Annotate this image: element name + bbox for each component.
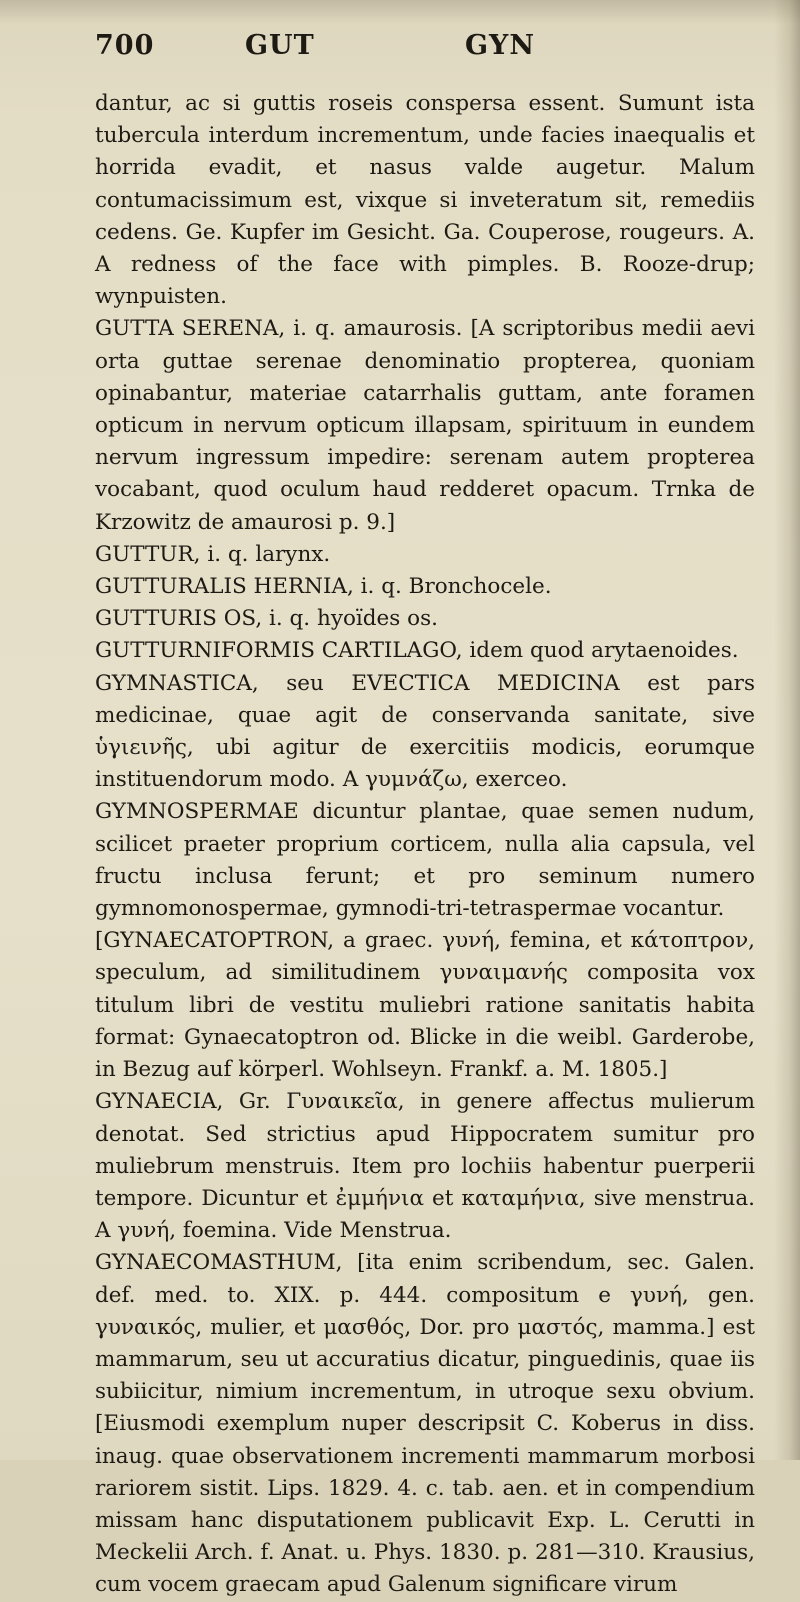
page-number: 700 (95, 30, 155, 61)
entry-gutturis-os: GUTTURIS OS, i. q. hyoïdes os. (95, 606, 438, 632)
entry-gynaecatoptron: [GYNAECATOPTRON, a graec. γυνή, femina, et κάτοπτρον, speculum, ad similitudinem γυναιμανής composita vox titulum libri de vestitu muliebri ratione sanitatis habita format: Gynaecatoptron od. Blicke in die weibl. Garderobe, in Bezug auf körperl. Wohlseyn. Frankf. a. M. 1805.] (95, 928, 755, 1083)
paragraph-continued: dantur, ac si guttis roseis conspersa essent. Sumunt ista tubercula interdum incrementum, unde facies inaequalis et horrida evadit, et nasus valde augetur. Malum contumacissimum est, vixque si inveteratum sit, remediis cedens. Ge. Kupfer im Gesicht. Ga. Couperose, rougeurs. A. A redness of the face with pimples. B. Rooze-drup; wynpuisten. (95, 91, 755, 310)
page-shadow-top (0, 0, 800, 24)
entry-gutta-serena: GUTTA SERENA, i. q. amaurosis. [A scriptoribus medii aevi orta guttae serenae denominatio propterea, quoniam opinabantur, materiae catarrhalis guttam, ante foramen opticum in nervum opticum illapsam, spirituum in eundem nervum ingressum impedire: serenam autem propterea vocabant, quod oculum haud redderet opacum. Trnka de Krzowitz de amaurosi p. 9.] (95, 316, 755, 535)
guide-word-right: GYN (465, 30, 536, 61)
running-header (95, 30, 755, 70)
entry-gynaecomasthum: GYNAECOMASTHUM, [ita enim scribendum, sec. Galen. def. med. to. XIX. p. 444. compositum e γυνή, gen. γυναικός, mulier, et μασθός, Dor. pro μαστός, mamma.] est mammarum, seu ut accuratius dicatur, pinguedinis, quae iis subiicitur, nimium incrementum, in utroque sexu obvium. [Eiusmodi exemplum nuper descripsit C. Koberus in diss. inaug. quae observationem incrementi mammarum morbosi rariorem sistit. Lips. 1829. 4. c. tab. aen. et in compendium missam hanc disputationem publicavit Exp. L. Cerutti in Meckelii Arch. f. Anat. u. Phys. 1830. p. 281—310. Krausius, cum vocem graecam apud Galenum significare virum (95, 1250, 755, 1598)
entry-gynaecia: GYNAECIA, Gr. Γυναικεῖα, in genere affectus mulierum denotat. Sed strictius apud Hippocratem sumitur pro muliebrum menstruis. Item pro lochiis habentur puerperii tempore. Dicuntur et ἐμμήνια et καταμήνια, sive menstrua. A γυνή, foemina. Vide Menstrua. (95, 1089, 755, 1244)
guide-word-left: GUT (245, 30, 315, 61)
entry-guttur: GUTTUR, i. q. larynx. (95, 541, 331, 567)
page-shadow-right (774, 0, 800, 1460)
entry-gymnospermae: GYMNOSPERMAE dicuntur plantae, quae semen nudum, scilicet praeter proprium corticem, nulla alia capsula, vel fructu inclusa ferunt; et pro seminum numero gymnomonospermae, gymnodi-tri-tetraspermae vocantur. (95, 799, 755, 922)
entry-gymnastica: GYMNASTICA, seu EVECTICA MEDICINA est pars medicinae, quae agit de conservanda sanitate, sive ὑγιεινῆς, ubi agitur de exercitiis modicis, eorumque instituendorum modo. A γυμνάζω, exerceo. (95, 670, 755, 793)
entry-gutturalis-hernia: GUTTURALIS HERNIA, i. q. Bronchocele. (95, 574, 552, 600)
entry-gutturniformis-cartilago: GUTTURNIFORMIS CARTILAGO, idem quod arytaenoides. (95, 638, 739, 664)
body-text (95, 88, 755, 1602)
